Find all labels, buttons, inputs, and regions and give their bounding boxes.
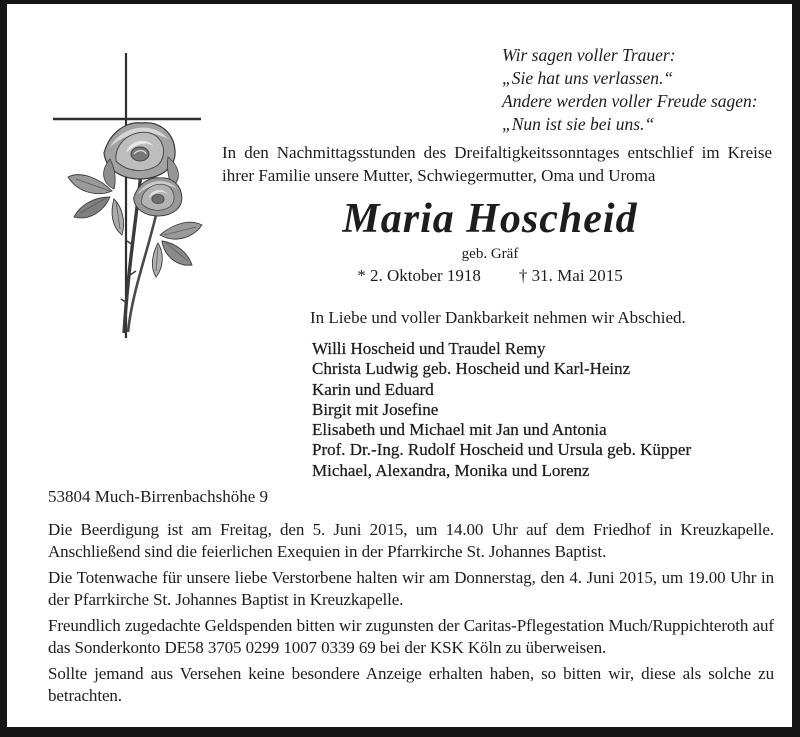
info-paragraph-apology: Sollte jemand aus Versehen keine besondere Anzeige erhalten haben, so bitten wir, diese als solche zu betrachten. — [48, 664, 774, 705]
quote-line: „Sie hat uns verlassen.“ — [502, 68, 674, 88]
life-dates — [210, 266, 770, 286]
family-member: Christa Ludwig geb. Hoscheid und Karl-Heinz — [312, 359, 631, 379]
family-member: Elisabeth und Michael mit Jan und Antonia — [312, 420, 607, 440]
funeral-info — [48, 519, 774, 711]
family-member: Karin und Eduard — [312, 379, 434, 399]
family-member: Michael, Alexandra, Monika und Lorenz — [312, 460, 590, 480]
info-paragraph-donations: Freundlich zugedachte Geldspenden bitten wir zugunsten der Caritas-Pflegestation Much/Ruppichteroth auf das Sonderkonto DE58 3705 0299 1007 0339 69 bei der KSK Köln zu überweisen. — [48, 616, 774, 657]
address-line: 53804 Much-Birrenbachshöhe 9 — [48, 487, 269, 506]
intro-paragraph: In den Nachmittagsstunden des Dreifaltigkeitssonntages entschlief im Kreise ihrer Familie unsere Mutter, Schwiegermutter, Oma und Uroma — [222, 143, 772, 185]
cross-and-roses-icon — [40, 45, 220, 345]
opening-quote — [502, 44, 758, 136]
deceased-name: Maria Hoscheid — [342, 196, 638, 242]
family-member: Prof. Dr.-Ing. Rudolf Hoscheid und Ursula geb. Küpper — [312, 440, 692, 460]
death-date: † 31. Mai 2015 — [518, 266, 623, 285]
maiden-name: geb. Gräf — [461, 246, 519, 262]
family-member: Willi Hoscheid und Traudel Remy — [312, 339, 546, 358]
info-paragraph-burial: Die Beerdigung ist am Freitag, den 5. Juni 2015, um 14.00 Uhr auf dem Friedhof in Kreuzkapelle. Anschließend sind die feierlichen Exequien in der Pfarrkirche St. Johannes Baptist. — [48, 520, 774, 561]
quote-line: Andere werden voller Freude sagen: — [502, 91, 758, 111]
family-list — [312, 339, 691, 481]
info-paragraph-wake: Die Totenwache für unsere liebe Verstorbene halten wir am Donnerstag, den 4. Juni 2015, um 19.00 Uhr in der Pfarrkirche St. Johannes Baptist in Kreuzkapelle. — [48, 568, 774, 609]
farewell-line: In Liebe und voller Dankbarkeit nehmen wir Abschied. — [310, 308, 686, 327]
quote-line: „Nun ist sie bei uns.“ — [502, 114, 655, 134]
cross-and-roses-image — [40, 45, 220, 345]
deceased-block — [210, 196, 770, 286]
quote-line: Wir sagen voller Trauer: — [502, 45, 676, 65]
birth-date: * 2. Oktober 1918 — [357, 266, 481, 285]
family-member: Birgit mit Josefine — [312, 399, 439, 419]
